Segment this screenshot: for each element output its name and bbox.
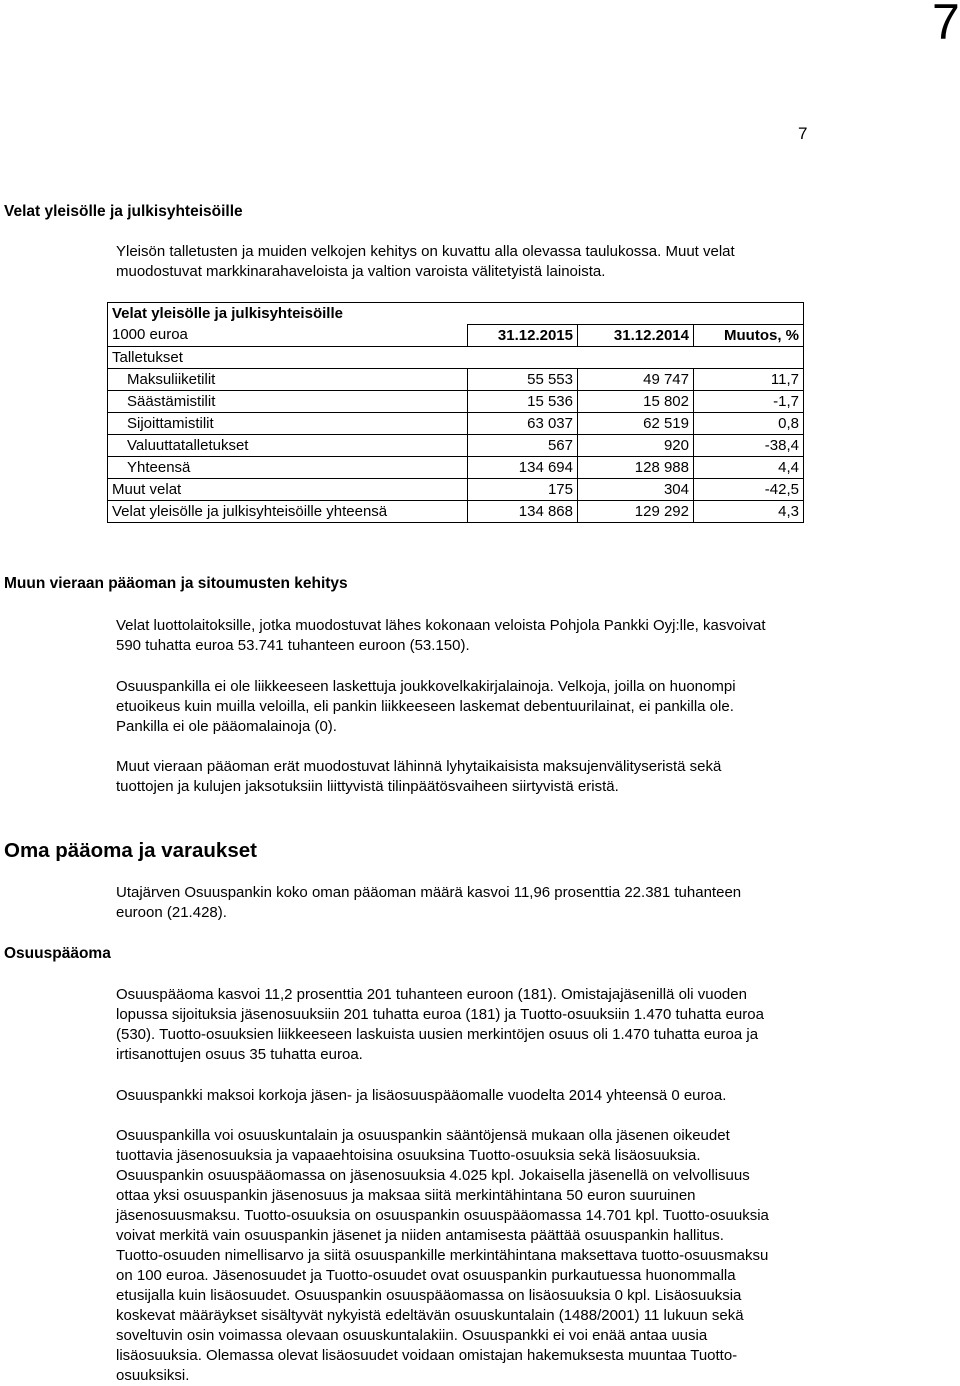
row-label: Maksuliiketilit <box>108 369 468 391</box>
paragraph-line: Osuuspankilla ei ole liikkeeseen laskettuja joukkovelkakirjalainoja. Velkoja, joilla on huonompi <box>116 678 736 695</box>
row-label: Valuuttatalletukset <box>108 435 468 457</box>
table-row <box>108 435 804 457</box>
paragraph-line: Tuotto-osuuden nimellisarvo ja siitä osuuspankille merkintähintana maksettava tuotto-osuusmaksu <box>116 1247 769 1264</box>
paragraph-line: etuoikeus kuin muilla veloilla, eli pankin liikkeeseen laskemat debentuurilainat, ei pankilla ole. <box>116 698 734 715</box>
paragraph-other-items <box>116 757 886 797</box>
paragraph-line: Muut vieraan pääoman erät muodostuvat lähinnä lyhytaikaisista maksujenvälityseristä sekä <box>116 758 722 775</box>
paragraph-line: soveltuvin osin voimassa olevaan osuuskuntalakiin. Osuuspankki ei voi enää antaa uusia <box>116 1327 708 1344</box>
value-2015: 567 <box>468 435 578 457</box>
large-page-number: 7 <box>932 0 960 50</box>
value-change: -1,7 <box>694 391 804 413</box>
sub-heading-cooperative-capital: Osuuspääoma <box>4 945 111 962</box>
value-2014: 49 747 <box>578 369 694 391</box>
paragraph-line: voivat merkitä vain osuuspankin jäsenet ja niiden antamisesta päättää osuuspankin hallitus. <box>116 1227 724 1244</box>
paragraph-line: etusijalla kuin lisäosuudet. Osuuspankin osuuspääomassa on lisäosuuksia 0 kpl. Lisäosuuksia <box>116 1287 742 1304</box>
paragraph-line: Utajärven Osuuspankin koko oman pääoman määrä kasvoi 11,96 prosenttia 22.381 tuhanteen <box>116 884 742 901</box>
row-label: Säästämistilit <box>108 391 468 413</box>
paragraph-line: irtisanottujen osuus 35 tuhatta euroa. <box>116 1046 363 1063</box>
paragraph-line: on 100 euroa. Jäsenosuudet ja Tuotto-osuudet ovat osuuspankin purkautuessa huonommalla <box>116 1267 736 1284</box>
value-2015: 175 <box>468 479 578 501</box>
paragraph-line: osuuksiksi. <box>116 1367 190 1384</box>
paragraph-line: Osuuspankin osuuspääomassa on jäsenosuuksia 4.025 kpl. Jokaisella jäsenellä on velvollisuus <box>116 1167 750 1184</box>
section-heading-other-liabilities: Muun vieraan pääoman ja sitoumusten kehitys <box>4 575 348 592</box>
paragraph-line: 590 tuhatta euroa 53.741 tuhanteen euroon (53.150). <box>116 637 470 654</box>
paragraph-line: lisäosuuksia. Olemassa olevat lisäosuudet voidaan omistajan hakemuksesta muuntaa Tuotto- <box>116 1347 738 1364</box>
table-header-row <box>108 325 804 347</box>
table-row <box>108 391 804 413</box>
paragraph-line: (530). Tuotto-osuuksien liikkeeseen laskuista uusien merkintöjen osuus oli 1.470 tuhatta euroa ja <box>116 1026 759 1043</box>
table-row <box>108 501 804 523</box>
intro-paragraph <box>116 242 886 282</box>
row-label: Yhteensä <box>108 457 468 479</box>
paragraph-interest <box>116 1086 886 1106</box>
paragraph-line: Osuuspääoma kasvoi 11,2 prosenttia 201 tuhanteen euroon (181). Omistajajäsenillä oli vuoden <box>116 986 747 1003</box>
liabilities-table <box>107 302 804 523</box>
value-change: 4,4 <box>694 457 804 479</box>
value-2015: 63 037 <box>468 413 578 435</box>
value-change: -42,5 <box>694 479 804 501</box>
paragraph-line: Pankilla ei ole pääomalainoja (0). <box>116 718 337 735</box>
intro-line: muodostuvat markkinarahaveloista ja valtion varoista välitetyistä lainoista. <box>116 263 606 280</box>
section-heading-equity: Oma pääoma ja varaukset <box>4 839 257 862</box>
table-row <box>108 479 804 501</box>
paragraph-line: koskevat määräykset sisältyvät nykyistä edeltävän osuuskuntalain (1488/2001) 11 lukuun sekä <box>116 1307 744 1324</box>
paragraph-bonds <box>116 677 886 737</box>
value-2015: 134 694 <box>468 457 578 479</box>
value-2015: 55 553 <box>468 369 578 391</box>
value-change: 4,3 <box>694 501 804 523</box>
table-unit: 1000 euroa <box>108 325 468 347</box>
table-section-row <box>108 347 804 369</box>
paragraph-equity-total <box>116 883 886 923</box>
table-row <box>108 369 804 391</box>
value-2015: 15 536 <box>468 391 578 413</box>
value-change: -38,4 <box>694 435 804 457</box>
paragraph-line: Osuuspankki maksoi korkoja jäsen- ja lisäosuuspääomalle vuodelta 2014 yhteensä 0 euroa. <box>116 1087 727 1104</box>
column-header-change: Muutos, % <box>694 325 804 347</box>
paragraph-line: euroon (21.428). <box>116 904 227 921</box>
row-label: Sijoittamistilit <box>108 413 468 435</box>
value-2014: 62 519 <box>578 413 694 435</box>
paragraph-line: Velat luottolaitoksille, jotka muodostuvat lähes kokonaan veloista Pohjola Pankki Oyj:lle, kasvoivat <box>116 617 766 634</box>
section-label: Talletukset <box>108 347 468 369</box>
value-2014: 920 <box>578 435 694 457</box>
paragraph-capital-growth <box>116 985 886 1065</box>
value-change: 0,8 <box>694 413 804 435</box>
value-2014: 15 802 <box>578 391 694 413</box>
paragraph-credit-institutions <box>116 616 886 656</box>
column-header-2015: 31.12.2015 <box>468 325 578 347</box>
column-header-2014: 31.12.2014 <box>578 325 694 347</box>
row-label: Velat yleisölle ja julkisyhteisöille yhteensä <box>108 501 468 523</box>
value-2014: 304 <box>578 479 694 501</box>
row-label: Muut velat <box>108 479 468 501</box>
table-row <box>108 413 804 435</box>
paragraph-line: jäsenosuusmaksu. Tuotto-osuuksia on osuuspankin osuuspääomassa 14.701 kpl. Tuotto-osuuksia <box>116 1207 769 1224</box>
paragraph-line: tuottavia jäsenosuuksia ja vapaaehtoisina osuuksina Tuotto-osuuksia sekä lisäosuuksia. <box>116 1147 701 1164</box>
value-2015: 134 868 <box>468 501 578 523</box>
table-title: Velat yleisölle ja julkisyhteisöille <box>108 303 468 325</box>
page-number: 7 <box>798 124 808 143</box>
table-row <box>108 457 804 479</box>
value-2014: 129 292 <box>578 501 694 523</box>
value-change: 11,7 <box>694 369 804 391</box>
value-2014: 128 988 <box>578 457 694 479</box>
intro-line: Yleisön talletusten ja muiden velkojen kehitys on kuvattu alla olevassa taulukossa. Muut velat <box>116 243 735 260</box>
paragraph-line: lopussa sijoituksia jäsenosuuksiin 201 tuhatta euroa (181) ja Tuotto-osuuksiin 1.470 tuhatta euroa <box>116 1006 764 1023</box>
paragraph-line: ottaa yksi osuuspankin jäsenosuus ja maksaa siitä merkintähintana 50 euron suuruinen <box>116 1187 696 1204</box>
table-title-row <box>108 303 804 325</box>
section-heading-liabilities: Velat yleisölle ja julkisyhteisöille <box>4 203 243 220</box>
paragraph-shares <box>116 1126 886 1386</box>
paragraph-line: tuottojen ja kulujen jaksotuksiin liittyvistä tilinpäätösvaiheen siirtyvistä eristä. <box>116 778 619 795</box>
paragraph-line: Osuuspankilla voi osuuskuntalain ja osuuspankin sääntöjensä mukaan olla jäsenen oikeudet <box>116 1127 730 1144</box>
